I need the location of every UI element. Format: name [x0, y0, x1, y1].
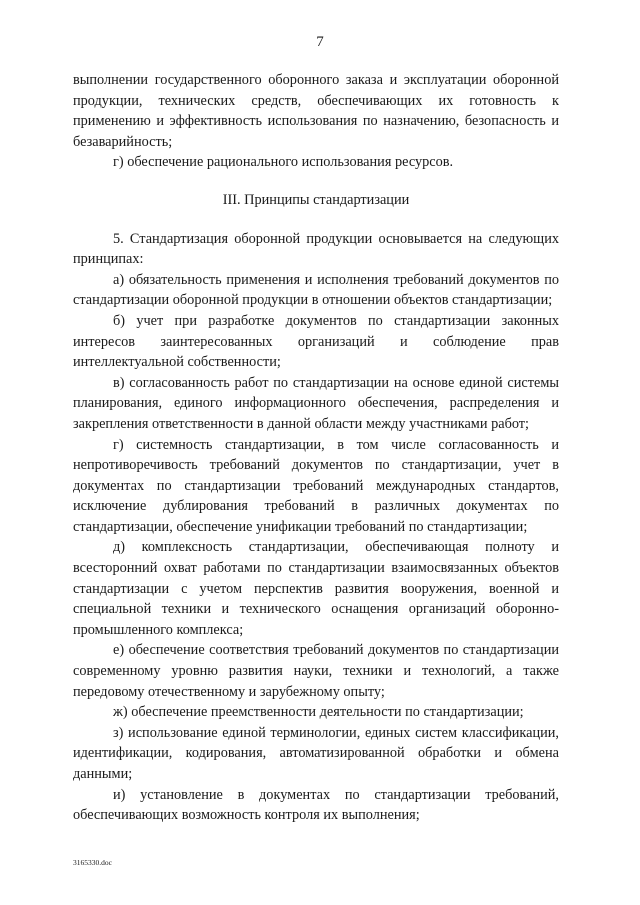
paragraph-continuation: выполнении государственного оборонного заказа и эксплуатации оборонной продукции, технических средств, обеспечивающих их готовность к применению и эффективность использования по назначению, безопасность и безаварийность;	[73, 72, 559, 150]
paragraph-item-z: з) использование единой терминологии, единых систем классификации, идентификации, кодирования, автоматизированной обработки и обмена данными;	[73, 724, 559, 782]
paragraph-item-d: д) комплексность стандартизации, обеспечивающая полноту и всесторонний охват работами по стандартизации взаимосвязанных объектов стандартизации с учетом перспектив развития вооружения, военной и специальной техники и технического оснащения организаций оборонно-промышленного комплекса;	[73, 539, 559, 638]
paragraph-item-v: в) согласованность работ по стандартизации на основе единой системы планирования, единого информационного обеспечения, распределения и закрепления ответственности в данной области между участниками работ;	[73, 374, 559, 432]
paragraph-item-a: а) обязательность применения и исполнения требований документов по стандартизации оборонной продукции в отношении объектов стандартизации;	[73, 271, 559, 309]
section-heading: III. Принципы стандартизации	[222, 191, 410, 208]
paragraph-item-b: б) учет при разработке документов по стандартизации законных интересов заинтересованных организаций и соблюдение прав интеллектуальной собственности;	[73, 312, 559, 371]
paragraph-item-zh: ж) обеспечение преемственности деятельности по стандартизации;	[113, 704, 524, 721]
paragraph-5: 5. Стандартизация оборонной продукции основывается на следующих принципах:	[73, 230, 559, 268]
document-body	[73, 70, 559, 826]
paragraph-item-e: е) обеспечение соответствия требований документов по стандартизации современному уровню развития науки, техники и технологий, а также передовому отечественному и зарубежному опыту;	[73, 642, 559, 700]
paragraph-item-g-resources: г) обеспечение рационального использования ресурсов.	[113, 154, 454, 171]
paragraph-item-i: и) установление в документах по стандартизации требований, обеспечивающих возможность контроля их выполнения;	[73, 786, 559, 824]
paragraph-item-g: г) системность стандартизации, в том числе согласованность и непротиворечивость требований документов по стандартизации, учет в документах по стандартизации требований международных стандартов, исключение дублирования требований в различных документах по стандартизации, обеспечение унификации требований по стандартизации;	[73, 436, 559, 535]
document-footer: 3165330.doc	[73, 858, 112, 867]
page-number: 7	[316, 34, 324, 50]
